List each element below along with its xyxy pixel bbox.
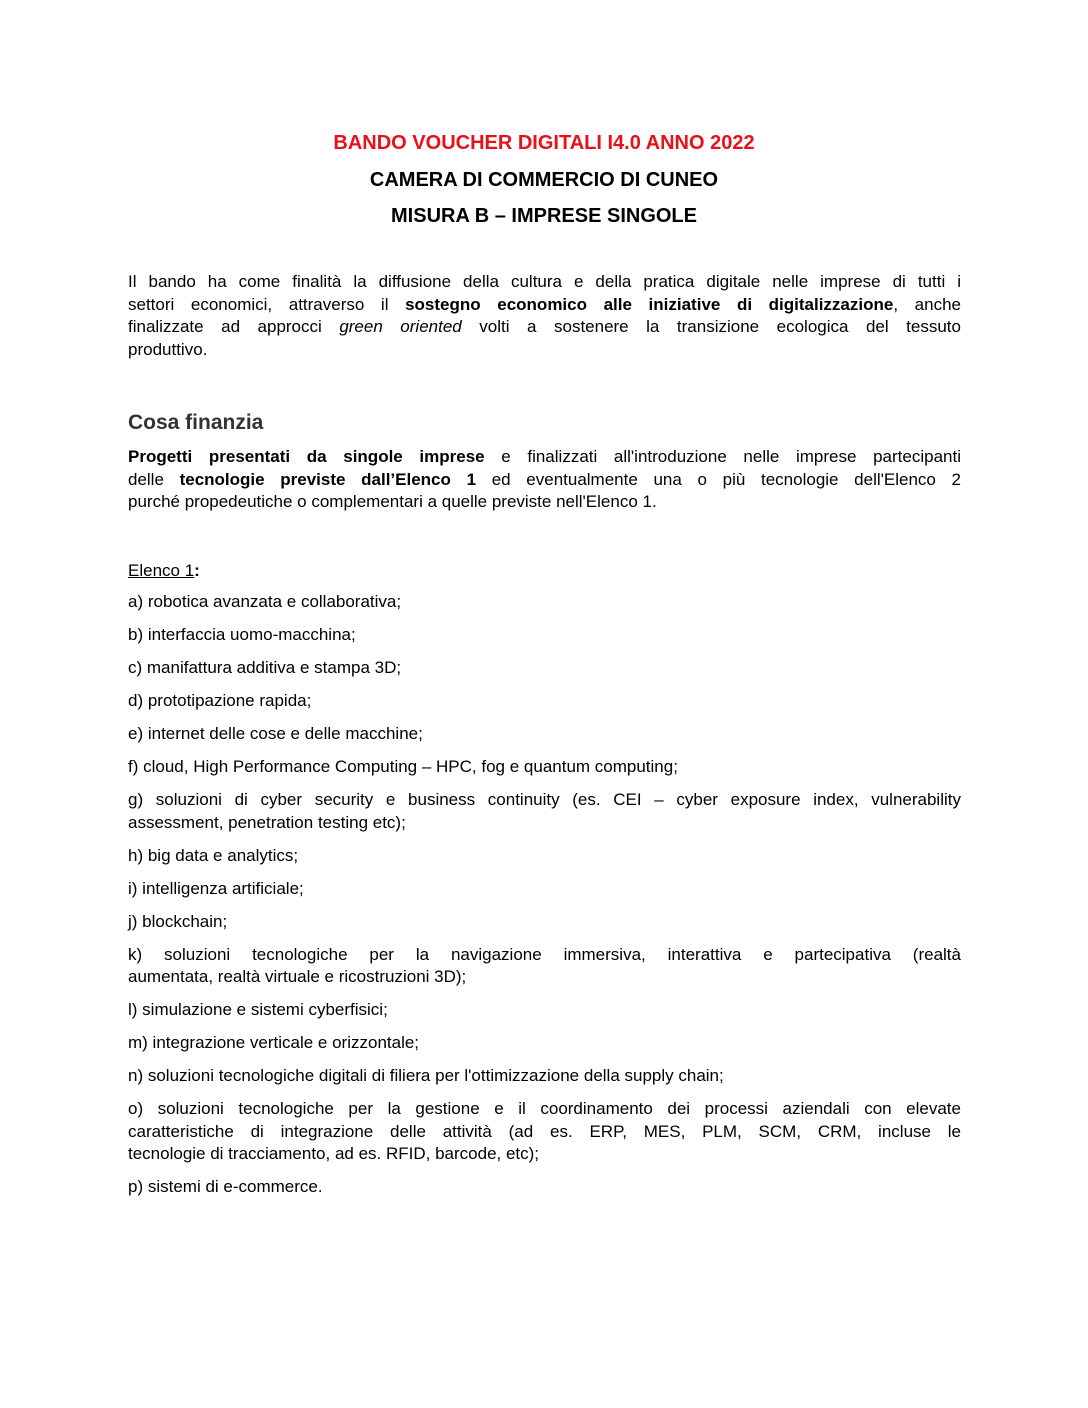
document-subtitle-chamber: CAMERA DI COMMERCIO DI CUNEO xyxy=(369,169,719,191)
intro-text: , anche xyxy=(893,294,961,314)
section-line: purché propedeutiche o complementari a quelle previste nell'Elenco 1. xyxy=(128,492,657,511)
list-item-text: m) integrazione verticale e orizzontale; xyxy=(128,1033,420,1052)
list-item xyxy=(128,1176,961,1199)
list-item xyxy=(128,878,961,901)
list-label-text: Elenco 1 xyxy=(128,561,195,580)
intro-text: volti a sostenere la transizione ecologica del tessuto xyxy=(461,317,961,336)
list-item-text: o) soluzioni tecnologiche per la gestione e il coordinamento dei processi aziendali con elevate xyxy=(128,1099,961,1118)
intro-line xyxy=(128,294,961,317)
list-item xyxy=(128,1032,961,1055)
section-heading: Cosa finanzia xyxy=(128,411,264,434)
list-item xyxy=(128,911,961,934)
document-subtitle-measure: MISURA B – IMPRESE SINGOLE xyxy=(391,205,697,227)
section-bold-text: tecnologie previste dall’Elenco 1 xyxy=(179,469,477,489)
list-item-text: f) cloud, High Performance Computing – HPC, fog e quantum computing; xyxy=(128,757,678,776)
list-item-text: aumentata, realtà virtuale e ricostruzioni 3D); xyxy=(128,967,467,986)
list-item-text: l) simulazione e sistemi cyberfisici; xyxy=(128,1000,388,1019)
list-item-text: k) soluzioni tecnologiche per la navigazione immersiva, interattiva e partecipativa (realtà xyxy=(128,944,961,964)
section-line xyxy=(128,446,961,469)
list-item xyxy=(128,591,961,614)
intro-italic-text: green oriented xyxy=(339,317,462,336)
list-item-text: caratteristiche di integrazione delle attività (ad es. ERP, MES, PLM, SCM, CRM, incluse le xyxy=(128,1121,961,1141)
list-item-text: e) internet delle cose e delle macchine; xyxy=(128,724,423,743)
list-item xyxy=(128,789,961,834)
list-item-text: c) manifattura additiva e stampa 3D; xyxy=(128,658,402,677)
section-text: delle xyxy=(128,469,180,489)
list-item-text: d) prototipazione rapida; xyxy=(128,691,312,710)
section-text: ed eventualmente una o più tecnologie dell'Elenco 2 xyxy=(476,469,961,489)
intro-paragraph xyxy=(128,271,961,361)
list-item-text: assessment, penetration testing etc); xyxy=(128,812,406,832)
list-item xyxy=(128,690,961,713)
list-item-text: p) sistemi di e-commerce. xyxy=(128,1177,323,1196)
list-item xyxy=(128,657,961,680)
technology-list xyxy=(128,591,961,1209)
list-item xyxy=(128,1065,961,1088)
intro-bold-text: sostegno economico alle iniziative di digitalizzazione xyxy=(405,294,894,314)
list-item xyxy=(128,944,961,989)
intro-line xyxy=(128,316,961,339)
list-item-text: g) soluzioni di cyber security e business continuity (es. CEI – cyber exposure index, vulnerability xyxy=(128,790,961,809)
list-label xyxy=(128,560,200,582)
list-item-text: b) interfaccia uomo-macchina; xyxy=(128,625,356,644)
list-item xyxy=(128,1098,961,1166)
intro-line: produttivo. xyxy=(128,339,208,359)
section-paragraph xyxy=(128,446,961,514)
intro-text: settori economici, attraverso il xyxy=(128,294,406,314)
list-item-text: h) big data e analytics; xyxy=(128,845,299,865)
list-label-colon: : xyxy=(194,561,200,580)
list-item-text: j) blockchain; xyxy=(128,911,228,931)
document-title: BANDO VOUCHER DIGITALI I4.0 ANNO 2022 xyxy=(333,132,755,154)
list-item-text: n) soluzioni tecnologiche digitali di filiera per l'ottimizzazione della supply chain; xyxy=(128,1066,724,1085)
section-text: e finalizzati all'introduzione nelle imprese partecipanti xyxy=(484,447,961,466)
list-item xyxy=(128,756,961,779)
intro-text: finalizzate ad approcci xyxy=(128,317,340,336)
section-line xyxy=(128,469,961,492)
section-bold-text: Progetti presentati da singole imprese xyxy=(128,447,485,466)
list-item-text: tecnologie di tracciamento, ad es. RFID, barcode, etc); xyxy=(128,1144,540,1163)
list-item-text: i) intelligenza artificiale; xyxy=(128,878,304,898)
intro-line: Il bando ha come finalità la diffusione della cultura e della pratica digitale nelle imprese di tutti i xyxy=(128,272,961,291)
list-item xyxy=(128,723,961,746)
list-item-text: a) robotica avanzata e collaborativa; xyxy=(128,592,402,611)
list-item xyxy=(128,845,961,868)
list-item xyxy=(128,624,961,647)
list-item xyxy=(128,999,961,1022)
